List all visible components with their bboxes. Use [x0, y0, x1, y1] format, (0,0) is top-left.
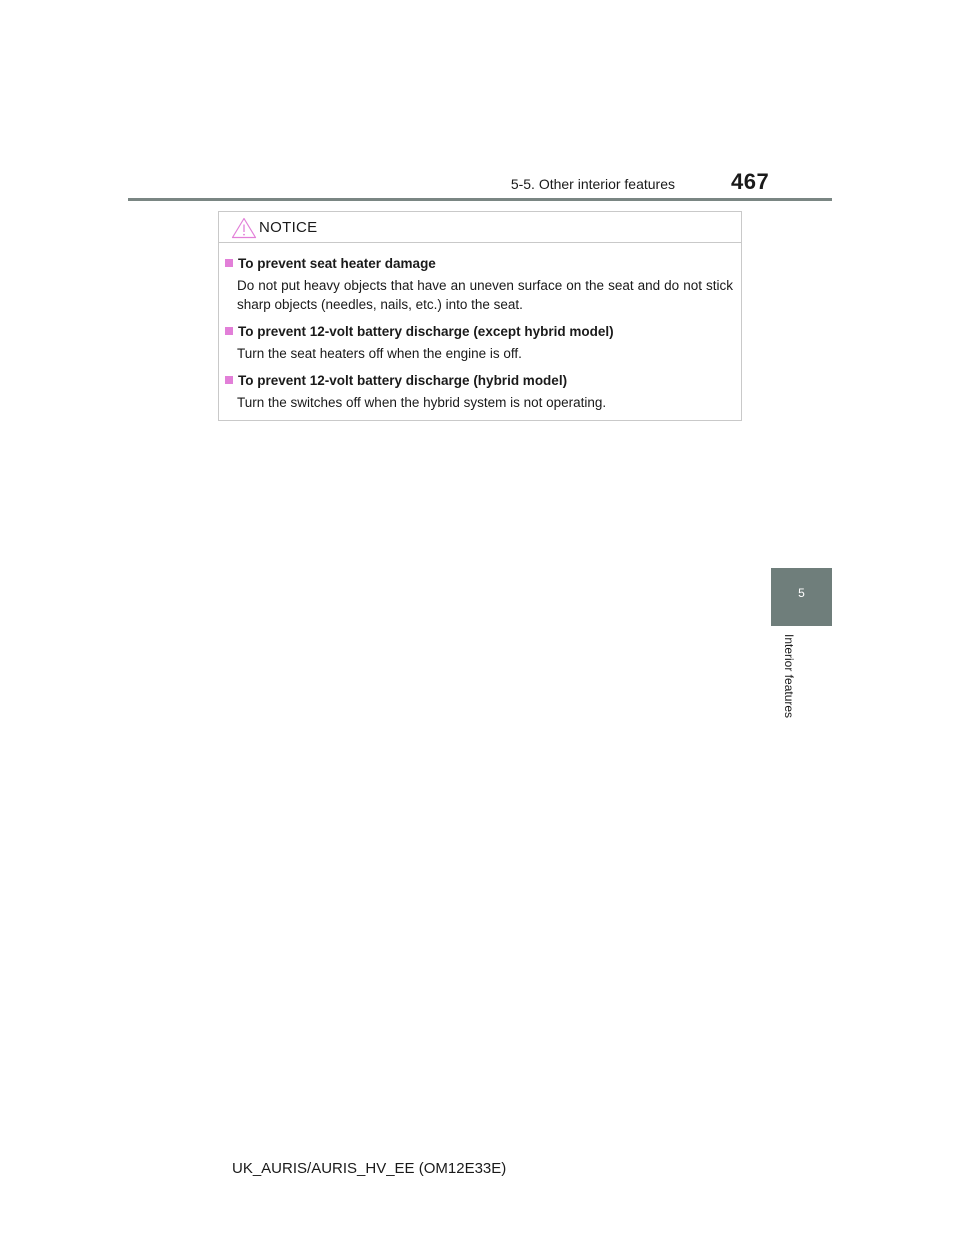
notice-header — [219, 212, 741, 243]
bullet-square-icon — [225, 259, 233, 267]
notice-item-heading-text: To prevent 12-volt battery discharge (hybrid model) — [238, 373, 568, 388]
warning-triangle-icon — [231, 217, 257, 239]
notice-item-text: Do not put heavy objects that have an uneven surface on the seat and do not stick sharp objects (needles, nails, etc.) into the seat. — [237, 278, 733, 312]
notice-item-text: Turn the switches off when the hybrid system is not operating. — [237, 395, 607, 410]
notice-title: NOTICE — [259, 219, 318, 236]
chapter-label — [782, 634, 798, 744]
notice-item-heading — [225, 255, 733, 272]
bullet-square-icon — [225, 376, 233, 384]
bullet-square-icon — [225, 327, 233, 335]
notice-item-heading-text: To prevent 12-volt battery discharge (except hybrid model) — [238, 324, 614, 339]
header-divider — [128, 198, 832, 201]
page-header — [0, 0, 960, 202]
chapter-number: 5 — [798, 586, 805, 600]
chapter-tab — [771, 568, 832, 626]
chapter-label-text: Interior features — [782, 634, 796, 719]
notice-item-heading — [225, 323, 733, 340]
manual-code-footer: UK_AURIS/AURIS_HV_EE (OM12E33E) — [232, 1160, 507, 1177]
notice-item — [225, 323, 733, 363]
notice-item — [225, 255, 733, 314]
notice-item-heading — [225, 372, 733, 389]
page-number: 467 — [731, 169, 770, 194]
notice-item-text: Turn the seat heaters off when the engine is off. — [237, 346, 522, 361]
notice-item-heading-text: To prevent seat heater damage — [238, 256, 436, 271]
notice-item — [225, 372, 733, 412]
notice-body — [219, 243, 741, 412]
section-title: 5-5. Other interior features — [510, 176, 675, 192]
notice-box — [218, 211, 742, 421]
